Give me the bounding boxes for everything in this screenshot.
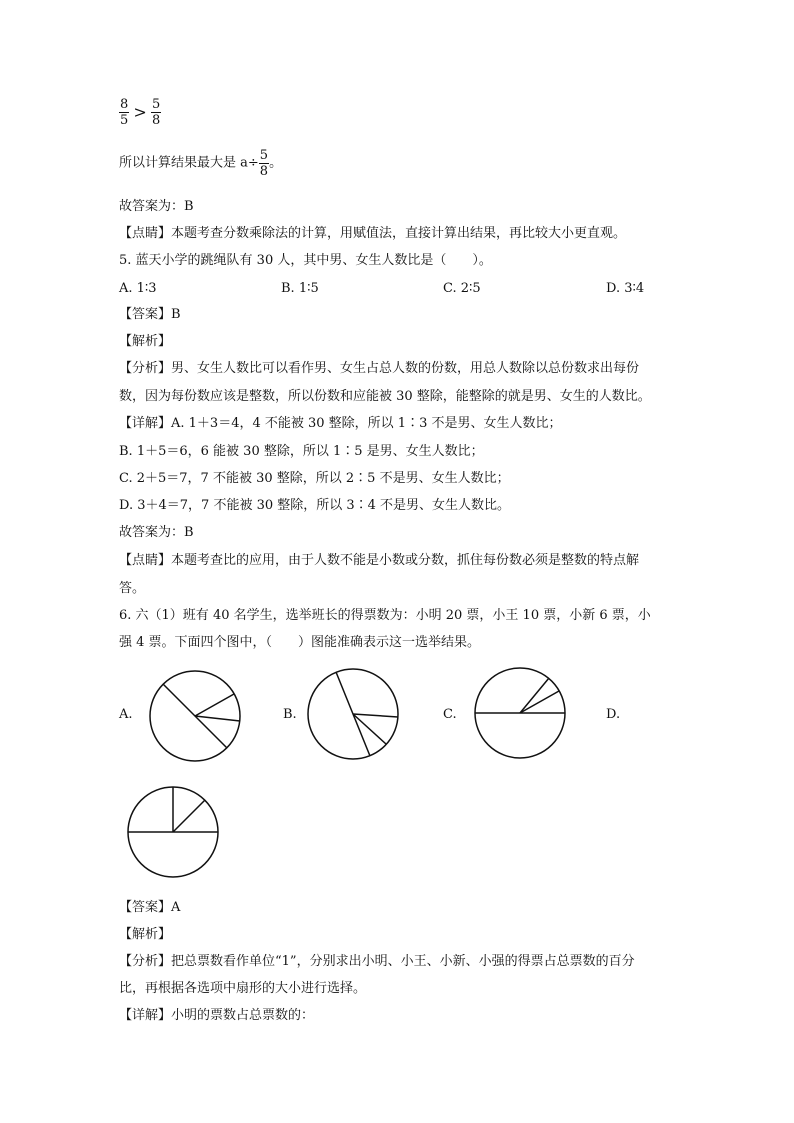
fraction-denominator: 8 [151,113,161,128]
q5-option-b: B. 1∶5 [281,281,319,296]
pie-chart-c [473,666,567,760]
q6-analysis-head: 【解析】 [119,927,172,942]
fraction-right [151,97,161,128]
result-line [119,148,282,179]
greater-than-sign: > [133,102,147,122]
q5-analysis-line-1: 【分析】男、女生人数比可以看作男、女生占总人数的份数，用总人数除以总份数求出每份 [119,361,640,376]
q5-option-d: D. 3∶4 [606,281,645,296]
q5-option-c: C. 2∶5 [443,281,481,296]
q6-option-d-label: D. [606,707,621,722]
q5-answer: 【答案】B [119,307,181,322]
fraction-comparison [119,97,161,128]
q5-option-a: A. 1∶3 [119,281,157,296]
q5-detail-b: B. 1＋5＝6，6 能被 30 整除，所以 1∶5 是男、女生人数比； [119,444,484,459]
q5-detail-c: C. 2＋5＝7，7 不能被 30 整除，所以 2∶5 不是男、女生人数比； [119,471,510,486]
pie-chart-b [306,667,400,761]
result-fraction [259,148,269,179]
q5-comment-line-2: 答。 [119,581,146,596]
q6-option-a-label: A. [119,707,133,722]
fraction-numerator: 8 [120,97,129,112]
q5-detail-d: D. 3＋4＝7，7 不能被 30 整除，所以 3∶4 不是男、女生人数比。 [119,498,511,513]
fraction-numerator: 5 [259,148,269,163]
q5-comment-line-1: 【点睛】本题考查比的应用，由于人数不能是小数或分数，抓住每份数必须是整数的特点解 [119,553,640,568]
fraction-denominator: 8 [259,164,269,179]
pie-chart-a [148,669,242,763]
q6-stem-line-1: 6. 六（1）班有 40 名学生，选举班长的得票数为：小明 20 票，小王 10 票，小新 6 票，小 [119,608,651,623]
q6-option-c-label: C. [443,707,457,722]
q6-answer: 【答案】A [119,900,181,915]
q5-analysis-head: 【解析】 [119,334,172,349]
fraction-denominator: 5 [120,113,129,128]
q5-stem: 5. 蓝天小学的跳绳队有 30 人，其中男、女生人数比是（ ）。 [119,253,492,268]
fraction-left [119,97,129,128]
q6-option-b-label: B. [283,707,297,722]
pie-chart-d [126,785,220,879]
q6-analysis-line-1: 【分析】把总票数看作单位“1”，分别求出小明、小王、小新、小强的得票占总票数的百分 [119,954,635,969]
q5-detail-a: 【详解】A. 1＋3＝4，4 不能被 30 整除，所以 1∶3 不是男、女生人数比； [119,416,562,431]
result-suffix: 。 [269,155,283,171]
fraction-numerator: 5 [151,97,161,112]
q6-detail-line-1: 【详解】小明的票数占总票数的： [119,1008,315,1023]
q4-comment: 【点睛】本题考查分数乘除法的计算，用赋值法，直接计算出结果，再比较大小更直观。 [119,226,627,241]
q4-answer-line: 故答案为：B [119,199,194,214]
result-prefix: 所以计算结果最大是 a÷ [119,155,259,171]
q6-analysis-line-2: 比，再根据各选项中扇形的大小进行选择。 [119,981,367,996]
q5-answer-line: 故答案为：B [119,525,194,540]
q5-analysis-line-2: 数，因为每份数应该是整数，所以份数和应能被 30 整除，能整除的就是男、女生的人数比。 [119,389,651,404]
q6-stem-line-2: 强 4 票。下面四个图中，（ ）图能准确表示这一选举结果。 [119,635,481,650]
